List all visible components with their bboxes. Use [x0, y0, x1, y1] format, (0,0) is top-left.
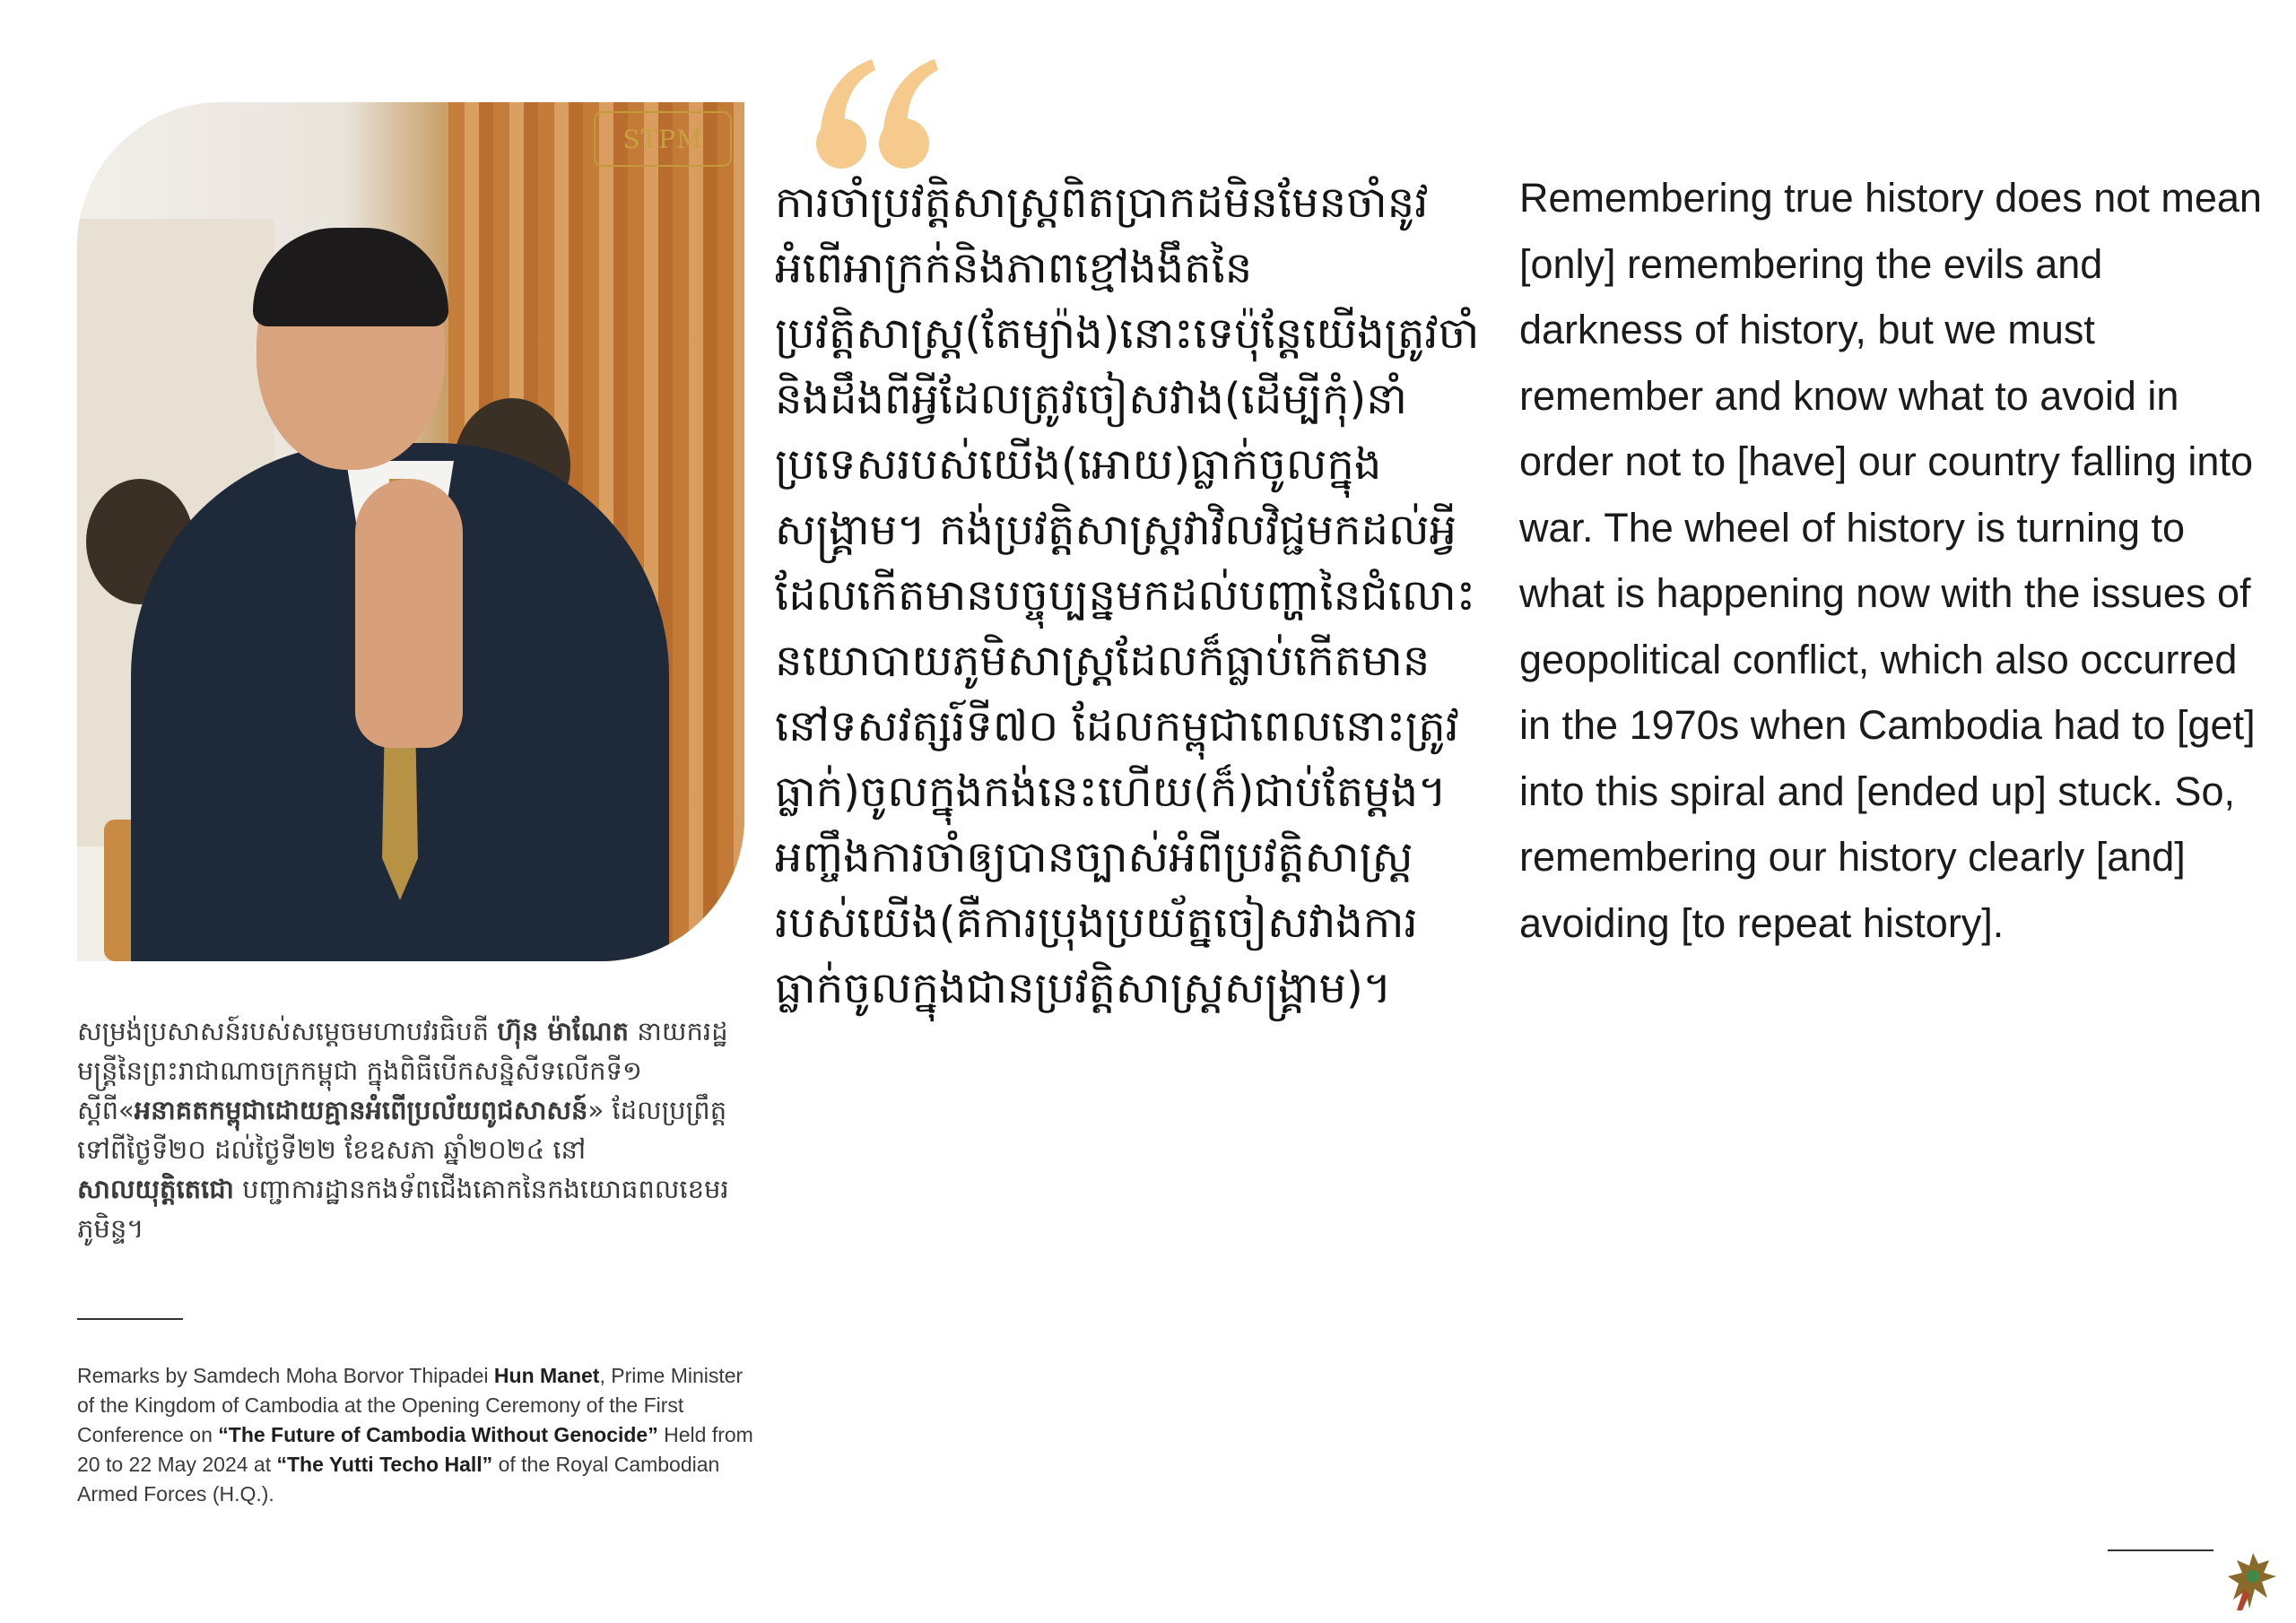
footer-line	[2108, 1549, 2213, 1551]
caption-en-text: , Prime Minister of the Kingdom of Cambodia at the Opening Ceremony of the First Conference on	[77, 1364, 744, 1446]
caption-en-conference: “The Future of Cambodia Without Genocide”	[218, 1423, 658, 1446]
caption-en-text: of the Royal Cambodian Armed Forces (H.Q.).	[77, 1453, 720, 1506]
caption-en-text: Held from 20 to 22 May 2024 at	[77, 1423, 753, 1476]
caption-km-conference: អនាគតកម្ពុជាដោយគ្មានអំពើប្រល័យពូជសាសន៍	[134, 1095, 588, 1125]
quote-english: Remembering true history does not mean [only] remembering the evils and darkness of history, but we must remember and know what to avoid in order not to [have] our country falling into war. The wheel of history is turning to what is happening now with the issues of geopolitical conflict, which also occurred in the 1970s when Cambodia had to [get] into this spiral and [ended up] stuck. So, remembering our history clearly [and] avoiding [to repeat history].	[1519, 175, 2262, 946]
divider-line	[77, 1318, 183, 1320]
caption-km-text: សម្រង់ប្រសាសន៍របស់សម្តេចមហាបវរធិបតី	[77, 1016, 498, 1046]
caption-en-venue: “The Yutti Techo Hall”	[276, 1453, 493, 1476]
caption-khmer	[77, 1011, 741, 1248]
caption-km-text: » ដែលប្រព្រឹត្តទៅពីថ្ងៃទី២០ ដល់ថ្ងៃទី២២ ខែឧសភា ឆ្នាំ២០២៤ នៅ	[77, 1095, 727, 1165]
caption-km-name: ហ៊ុន ម៉ាណែត	[497, 1016, 630, 1046]
caption-km-text: បញ្ជាការដ្ឋានកងទ័ពជើងគោកនៃកងយោធពលខេមរភូមិន្ទ។	[77, 1174, 729, 1244]
speaker-hair	[253, 228, 448, 326]
quote-mark-icon	[814, 54, 940, 170]
caption-km-text: នាយករដ្ឋមន្ត្រីនៃព្រះរាជាណាចក្រកម្ពុជា ក្នុងពិធីបើកសន្និសីទលើកទី១ ស្តីពី«	[77, 1016, 728, 1125]
photo-watermark-logo: STPM	[594, 111, 732, 167]
caption-en-name: Hun Manet	[493, 1364, 600, 1387]
speaker-hands	[355, 479, 463, 748]
caption-km-venue: សាលយុត្តិតេជោ	[77, 1174, 234, 1204]
hanuman-emblem-icon	[2226, 1549, 2280, 1614]
caption-english	[77, 1361, 759, 1509]
speaker-photo	[77, 102, 744, 961]
quote-khmer: ការចាំប្រវត្តិសាស្ត្រពិតប្រាកដមិនមែនចាំនូវអំពើអាក្រក់និងភាពខ្មៅងងឹតនៃប្រវត្តិសាស្ត្រ(តែម្យ៉ាង)នោះទេប៉ុន្តែយើងត្រូវចាំនិងដឹងពីអ្វីដែលត្រូវចៀសវាង(ដើម្បីកុំ)នាំប្រទេសរបស់យើង(អោយ)ធ្លាក់ចូលក្នុងសង្គ្រាម។ កង់ប្រវត្តិសាស្ត្រវាវិលវិជ្ជមកដល់អ្វីដែលកើតមានបច្ចុប្បន្នមកដល់បញ្ហានៃជំលោះនយោបាយភូមិសាស្ត្រដែលក៏ធ្លាប់កើតមាននៅទសវត្សរ៍ទី៧០ ដែលកម្ពុជាពេលនោះត្រូវធ្លាក់)ចូលក្នុងកង់នេះហើយ(ក៏)ជាប់តែម្តង។ អញ្ចឹងការចាំឲ្យបានច្បាស់អំពីប្រវត្តិសាស្ត្ររបស់យើង(គឺការប្រុងប្រយ័ត្នចៀសវាងការធ្លាក់ចូលក្នុងជានប្រវត្តិសាស្ត្រសង្គ្រាម)។	[775, 178, 1480, 1013]
caption-en-text: Remarks by Samdech Moha Borvor Thipadei	[77, 1364, 494, 1387]
